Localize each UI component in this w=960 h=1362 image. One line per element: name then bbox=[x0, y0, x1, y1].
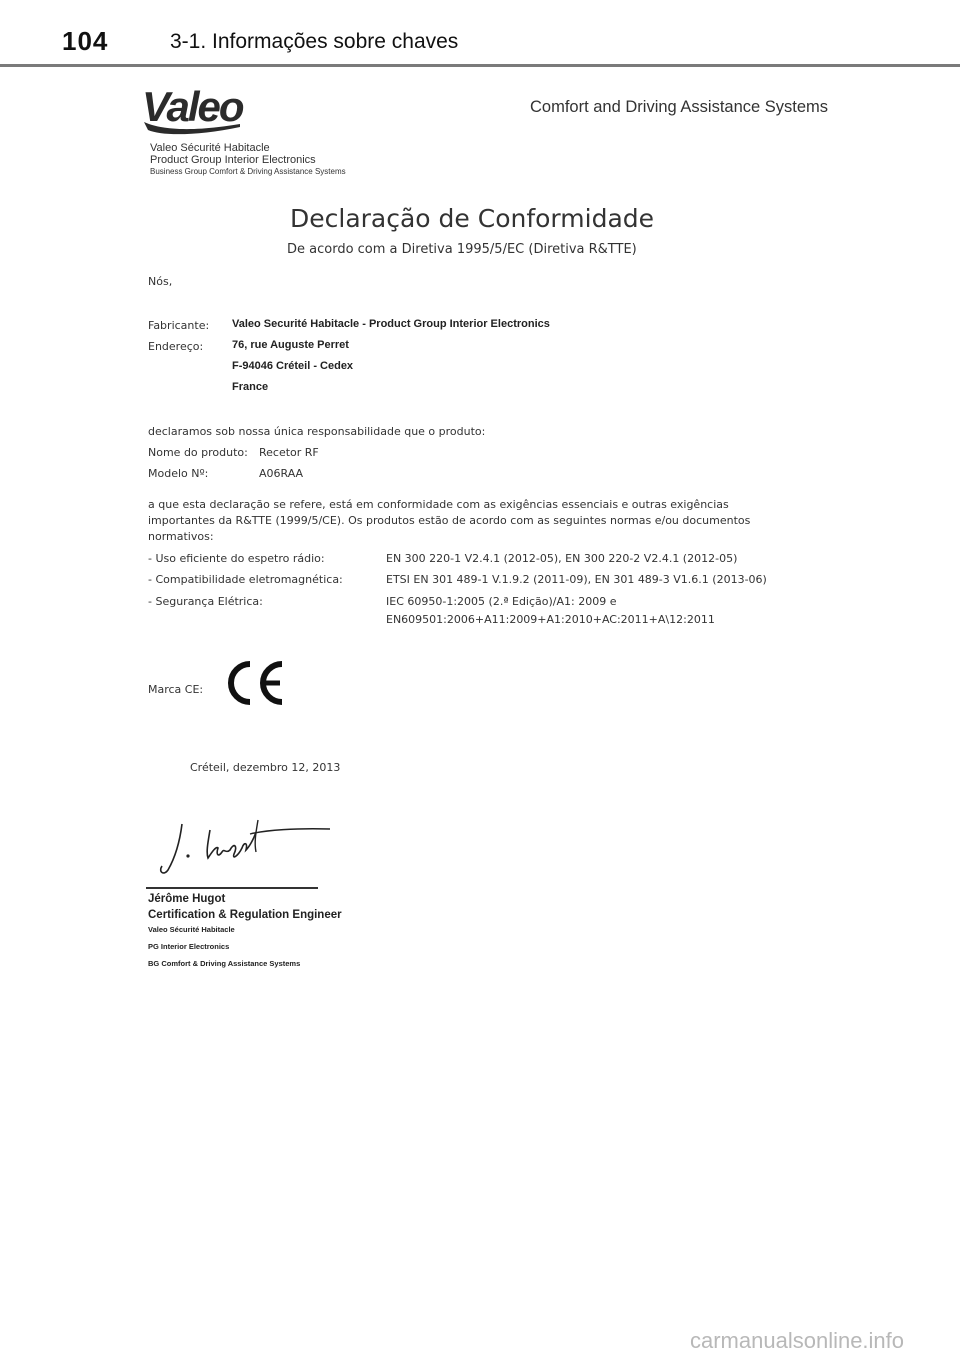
header-rule bbox=[0, 64, 960, 67]
logo-wordmark: Valeo bbox=[142, 83, 243, 130]
product-name-label: Nome do produto: bbox=[148, 446, 248, 459]
company-line-1: Valeo Sécurité Habitacle bbox=[150, 142, 270, 154]
standard-label-radio: - Uso eficiente do espetro rádio: bbox=[148, 552, 325, 565]
signatory-title: Certification & Regulation Engineer bbox=[148, 909, 342, 921]
signatory-org-2: PG Interior Electronics bbox=[148, 942, 230, 951]
product-name-value: Recetor RF bbox=[259, 446, 319, 459]
standard-value-safety-2: EN609501:2006+A11:2009+A1:2010+AC:2011+A\12:2011 bbox=[386, 613, 715, 626]
company-tagline: Comfort and Driving Assistance Systems bbox=[530, 98, 829, 116]
standard-value-safety: IEC 60950-1:2005 (2.ª Edição)/A1: 2009 e bbox=[386, 595, 617, 608]
address-line-3: France bbox=[232, 381, 269, 393]
page-header bbox=[0, 0, 960, 68]
manufacturer-value: Valeo Securité Habitacle - Product Group Interior Electronics bbox=[232, 318, 550, 330]
address-line-1: 76, rue Auguste Perret bbox=[232, 339, 349, 351]
company-block bbox=[150, 142, 346, 178]
section-title: 3-1. Informações sobre chaves bbox=[170, 30, 459, 53]
signature-image bbox=[146, 812, 336, 882]
declaration-text: declaramos sob nossa única responsabilidade que o produto: bbox=[148, 425, 486, 438]
ce-mark-icon bbox=[224, 660, 286, 706]
standard-value-emc: ETSI EN 301 489-1 V.1.9.2 (2011-09), EN 301 489-3 V1.6.1 (2013-06) bbox=[386, 573, 767, 586]
place-date: Créteil, dezembro 12, 2013 bbox=[190, 761, 341, 774]
company-line-3: Business Group Comfort & Driving Assistance Systems bbox=[150, 167, 346, 176]
standard-label-safety: - Segurança Elétrica: bbox=[148, 595, 263, 608]
standard-value-radio: EN 300 220-1 V2.4.1 (2012-05), EN 300 220-2 V2.4.1 (2012-05) bbox=[386, 552, 738, 565]
address-label: Endereço: bbox=[148, 340, 204, 353]
valeo-logo bbox=[142, 83, 243, 130]
signatory-org-1: Valeo Sécurité Habitacle bbox=[148, 925, 235, 934]
document-subtitle: De acordo com a Diretiva 1995/5/EC (Diretiva R&TTE) bbox=[287, 242, 637, 257]
signatory-name: Jérôme Hugot bbox=[148, 893, 226, 905]
page-number: 104 bbox=[62, 26, 109, 56]
signature-line bbox=[146, 887, 318, 889]
manufacturer-label: Fabricante: bbox=[148, 319, 210, 332]
watermark: carmanualsonline.info bbox=[690, 1328, 905, 1353]
model-label: Modelo Nº: bbox=[148, 467, 209, 480]
document-title: Declaração de Conformidade bbox=[290, 204, 655, 233]
ce-label: Marca CE: bbox=[148, 683, 204, 696]
conformity-paragraph: a que esta declaração se refere, está em conformidade com as exigências essenciais e outras exigências importantes da R&TTE (1999/5/CE). Os produtos estão de acordo com as seguintes normas e/ou documentos normativos: bbox=[148, 498, 751, 543]
standard-label-emc: - Compatibilidade eletromagnética: bbox=[148, 573, 343, 586]
model-value: A06RAA bbox=[259, 467, 304, 480]
logo-swoosh-icon bbox=[142, 116, 242, 138]
address-line-2: F-94046 Créteil - Cedex bbox=[232, 360, 354, 372]
company-line-2: Product Group Interior Electronics bbox=[150, 154, 316, 166]
intro-text: Nós, bbox=[148, 275, 173, 288]
signatory-org-3: BG Comfort & Driving Assistance Systems bbox=[148, 959, 301, 968]
